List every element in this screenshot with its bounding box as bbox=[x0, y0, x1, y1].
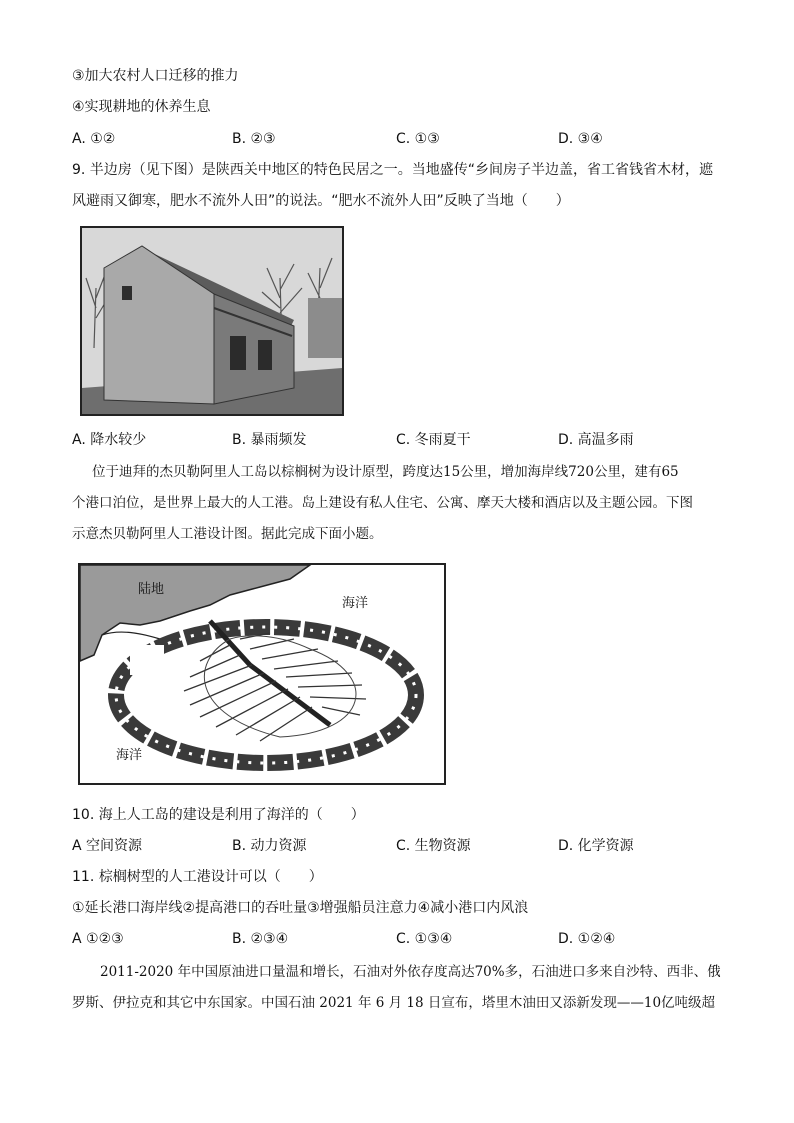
q10-option-b[interactable]: B. 动力资源 bbox=[232, 838, 307, 854]
q8-option-c[interactable]: C. ①③ bbox=[396, 131, 440, 147]
q8-options bbox=[72, 129, 722, 149]
q10-options bbox=[72, 836, 722, 856]
passage1-line-3: 示意杰贝勒阿里人工港设计图。据此完成下面小题。 bbox=[72, 526, 383, 542]
door-left bbox=[230, 336, 246, 370]
q9-option-a[interactable]: A. 降水较少 bbox=[72, 432, 147, 448]
q11-option-a[interactable]: A ①②③ bbox=[72, 931, 124, 947]
passage2-line-1: 2011-2020 年中国原油进口量温和增长，石油对外依存度高达70%多，石油进口多来自沙特、西非、俄 bbox=[100, 964, 721, 980]
q10-option-c[interactable]: C. 生物资源 bbox=[396, 838, 471, 854]
passage1-line-1: 位于迪拜的杰贝勒阿里人工岛以棕榈树为设计原型，跨度达15公里，增加海岸线720公里，建有65 bbox=[92, 464, 679, 480]
q10-option-a[interactable]: A 空间资源 bbox=[72, 838, 143, 854]
ring-gap bbox=[130, 645, 164, 675]
background-building bbox=[308, 298, 342, 358]
passage2-line-2: 罗斯、伊拉克和其它中东国家。中国石油 2021 年 6 月 18 日宣布，塔里木油田又添新发现——10亿吨级超 bbox=[72, 995, 716, 1011]
q8-option-a[interactable]: A. ①② bbox=[72, 131, 116, 147]
door-right bbox=[258, 340, 272, 370]
half-house-photo bbox=[80, 226, 344, 416]
q8-option-d[interactable]: D. ③④ bbox=[558, 131, 603, 147]
gable-window bbox=[122, 286, 132, 300]
q9-stem-line-2: 风避雨又御寒，肥水不流外人田”的说法。“肥水不流外人田”反映了当地（ ） bbox=[72, 193, 570, 209]
q10-stem: 10. 海上人工岛的建设是利用了海洋的（ ） bbox=[72, 807, 365, 823]
passage1-line-2: 个港口泊位，是世界上最大的人工港。岛上建设有私人住宅、公寓、摩天大楼和酒店以及主题公园。下图 bbox=[72, 495, 693, 511]
q9-stem-line-1: 9. 半边房（见下图）是陕西关中地区的特色民居之一。当地盛传“乡间房子半边盖，省工省钱省木材，遮 bbox=[72, 162, 714, 178]
palm-island-map bbox=[78, 563, 446, 785]
q11-stem: 11. 棕榈树型的人工港设计可以（ ） bbox=[72, 869, 323, 885]
map-label-sea-top: 海洋 bbox=[342, 596, 369, 611]
q11-option-b[interactable]: B. ②③④ bbox=[232, 931, 289, 947]
q9-option-c[interactable]: C. 冬雨夏干 bbox=[396, 432, 471, 448]
q10-option-d[interactable]: D. 化学资源 bbox=[558, 838, 634, 854]
q11-items: ①延长港口海岸线②提高港口的吞吐量③增强船员注意力④减小港口内风浪 bbox=[72, 900, 529, 916]
q9-option-d[interactable]: D. 高温多雨 bbox=[558, 432, 634, 448]
q9-option-b[interactable]: B. 暴雨频发 bbox=[232, 432, 307, 448]
palm-island-map-drawing bbox=[80, 565, 444, 783]
q8-item-3: ③加大农村人口迁移的推力 bbox=[72, 68, 239, 84]
half-house-photo-drawing bbox=[82, 228, 342, 414]
q11-option-d[interactable]: D. ①②④ bbox=[558, 931, 616, 947]
q8-option-b[interactable]: B. ②③ bbox=[232, 131, 276, 147]
q11-options bbox=[72, 929, 722, 949]
map-label-land: 陆地 bbox=[138, 582, 165, 597]
q8-item-4: ④实现耕地的休养生息 bbox=[72, 99, 211, 115]
q11-option-c[interactable]: C. ①③④ bbox=[396, 931, 453, 947]
q9-options bbox=[72, 430, 722, 450]
map-label-sea-bottom: 海洋 bbox=[116, 748, 143, 763]
